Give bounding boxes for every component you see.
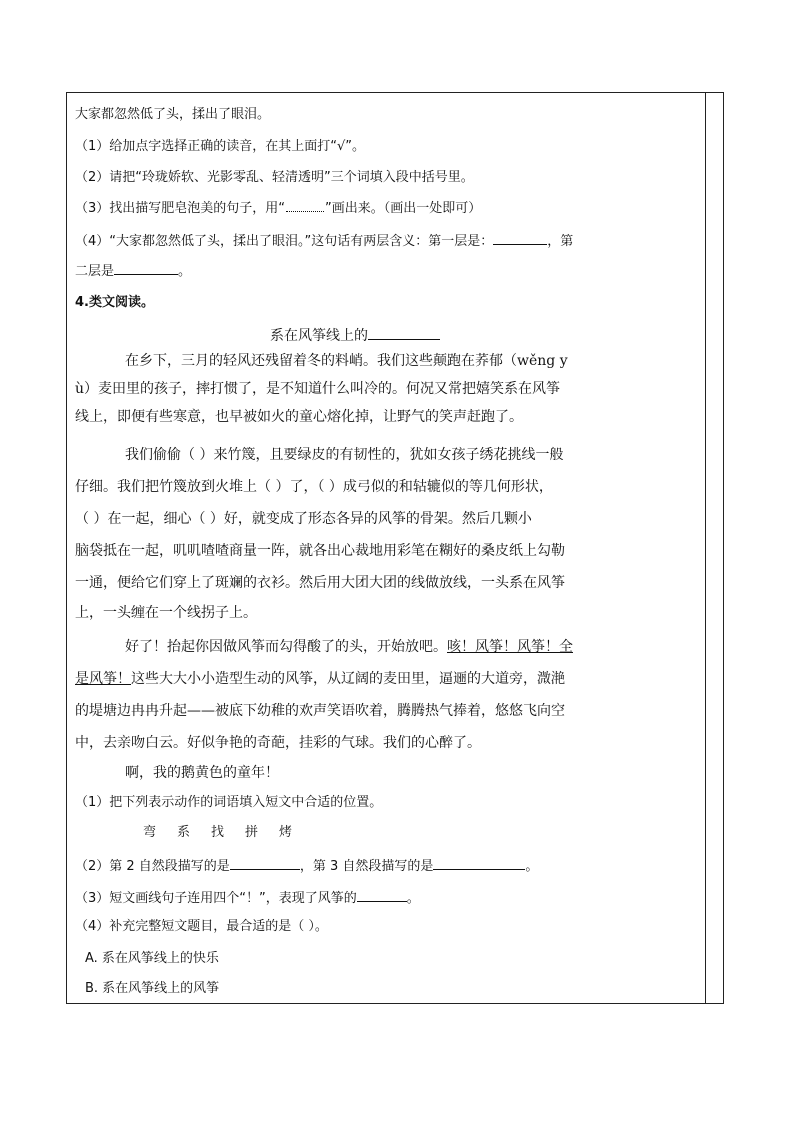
underlined-sentence: 咳！风筝！风筝！全 <box>447 639 573 655</box>
para3-line1: 好了！抬起你因做风筝而勾得酸了的头，开始放吧。咳！风筝！风筝！全 <box>125 639 573 655</box>
question-4-line1: （4）“大家都忽然低了头，揉出了眼泪。”这句话有两层含义：第一层是： ，第 <box>75 234 574 249</box>
answer-blank[interactable] <box>230 857 300 870</box>
question-2: （2）请把“玲珑娇软、光影零乱、轻清透明”三个词填入段中括号里。 <box>75 170 474 185</box>
answer-blank[interactable] <box>114 262 178 275</box>
option-b[interactable]: B. 系在风筝线上的风筝 <box>85 981 220 996</box>
para2-line3: （ ）在一起，细心（ ）好，就变成了形态各异的风筝的骨架。然后几颗小 <box>75 511 532 527</box>
para3-line4: 中，去亲吻白云。好似争艳的奇葩，挂彩的气球。我们的心醉了。 <box>75 735 481 751</box>
wavy-line-mark <box>286 201 324 212</box>
section-4-heading: 4.类文阅读。 <box>75 295 154 310</box>
underlined-sentence: 是风筝！ <box>75 671 131 687</box>
para4: 啊，我的鹅黄色的童年！ <box>125 765 279 781</box>
word-bank-item: 弯 <box>143 825 157 840</box>
para3-line2: 是风筝！这些大大小小造型生动的风筝，从辽阔的麦田里，逼逦的大道旁，溦滟 <box>75 671 565 687</box>
s4-question-3: （3）短文画线句子连用四个“！”，表现了风筝的 。 <box>75 891 420 906</box>
answer-blank[interactable] <box>433 857 525 870</box>
question-1: （1）给加点字选择正确的读音，在其上面打“√”。 <box>75 139 366 154</box>
word-bank-item: 拼 <box>245 825 259 840</box>
word-bank <box>143 825 313 841</box>
s4-question-4: （4）补充完整短文题目，最合适的是（ ）。 <box>75 919 328 934</box>
para2-line1: 我们偷偷（ ）来竹篾，且要绿皮的有韧性的，犹如女孩子绣花挑线一般 <box>125 447 564 463</box>
s4-question-2: （2）第 2 自然段描写的是 ，第 3 自然段描写的是 。 <box>75 859 539 874</box>
word-bank-item: 烤 <box>279 825 293 840</box>
para2-line5: 一通，便给它们穿上了斑斓的衣衫。然后用大团大团的线做放线，一头系在风筝 <box>75 575 565 591</box>
s4-question-1: （1）把下列表示动作的词语填入短文中合适的位置。 <box>75 795 383 810</box>
answer-blank[interactable] <box>357 889 407 902</box>
para3-line3: 的堤塘边冉冉升起——被底下幼稚的欢声笑语吹着，腾腾热气捧着，悠悠飞向空 <box>75 703 565 719</box>
article-title: 系在风筝线上的 <box>75 327 635 344</box>
question-3: （3）找出描写肥皂泡美的句子，用“ ”画出来。（画出一处即可） <box>75 201 482 216</box>
para1-line3: 线上，即便有些寒意，也早被如火的童心熔化掉，让野气的笑声赶跑了。 <box>75 409 523 425</box>
word-bank-item: 找 <box>211 825 225 840</box>
para1-line2: ù）麦田里的孩子，摔打惯了，是不知道什么叫冷的。何况又常把嬉笑系在风筝 <box>75 381 561 397</box>
para2-line4: 脑袋抵在一起，叽叽喳喳商量一阵，就各出心裁地用彩笔在糊好的桑皮纸上勾勒 <box>75 543 565 559</box>
para2-line6: 上，一头缠在一个线拐子上。 <box>75 605 257 621</box>
option-a[interactable]: A. 系在风筝线上的快乐 <box>85 951 219 966</box>
para1-line1: 在乡下，三月的轻风还残留着冬的料峭。我们这些颠跑在荞郁（wěng y <box>125 353 568 369</box>
question-4-line2: 二层是 。 <box>75 264 192 279</box>
worksheet-table <box>66 92 724 1004</box>
title-blank[interactable] <box>368 327 440 340</box>
para2-line2: 仔细。我们把竹篾放到火堆上（ ）了，（ ）成弓似的和轱辘似的等几何形状， <box>75 479 553 495</box>
word-bank-item: 系 <box>177 825 191 840</box>
column-divider <box>705 93 706 1003</box>
passage-tail: 大家都忽然低了头，揉出了眼泪。 <box>75 107 271 122</box>
answer-blank[interactable] <box>493 232 547 245</box>
